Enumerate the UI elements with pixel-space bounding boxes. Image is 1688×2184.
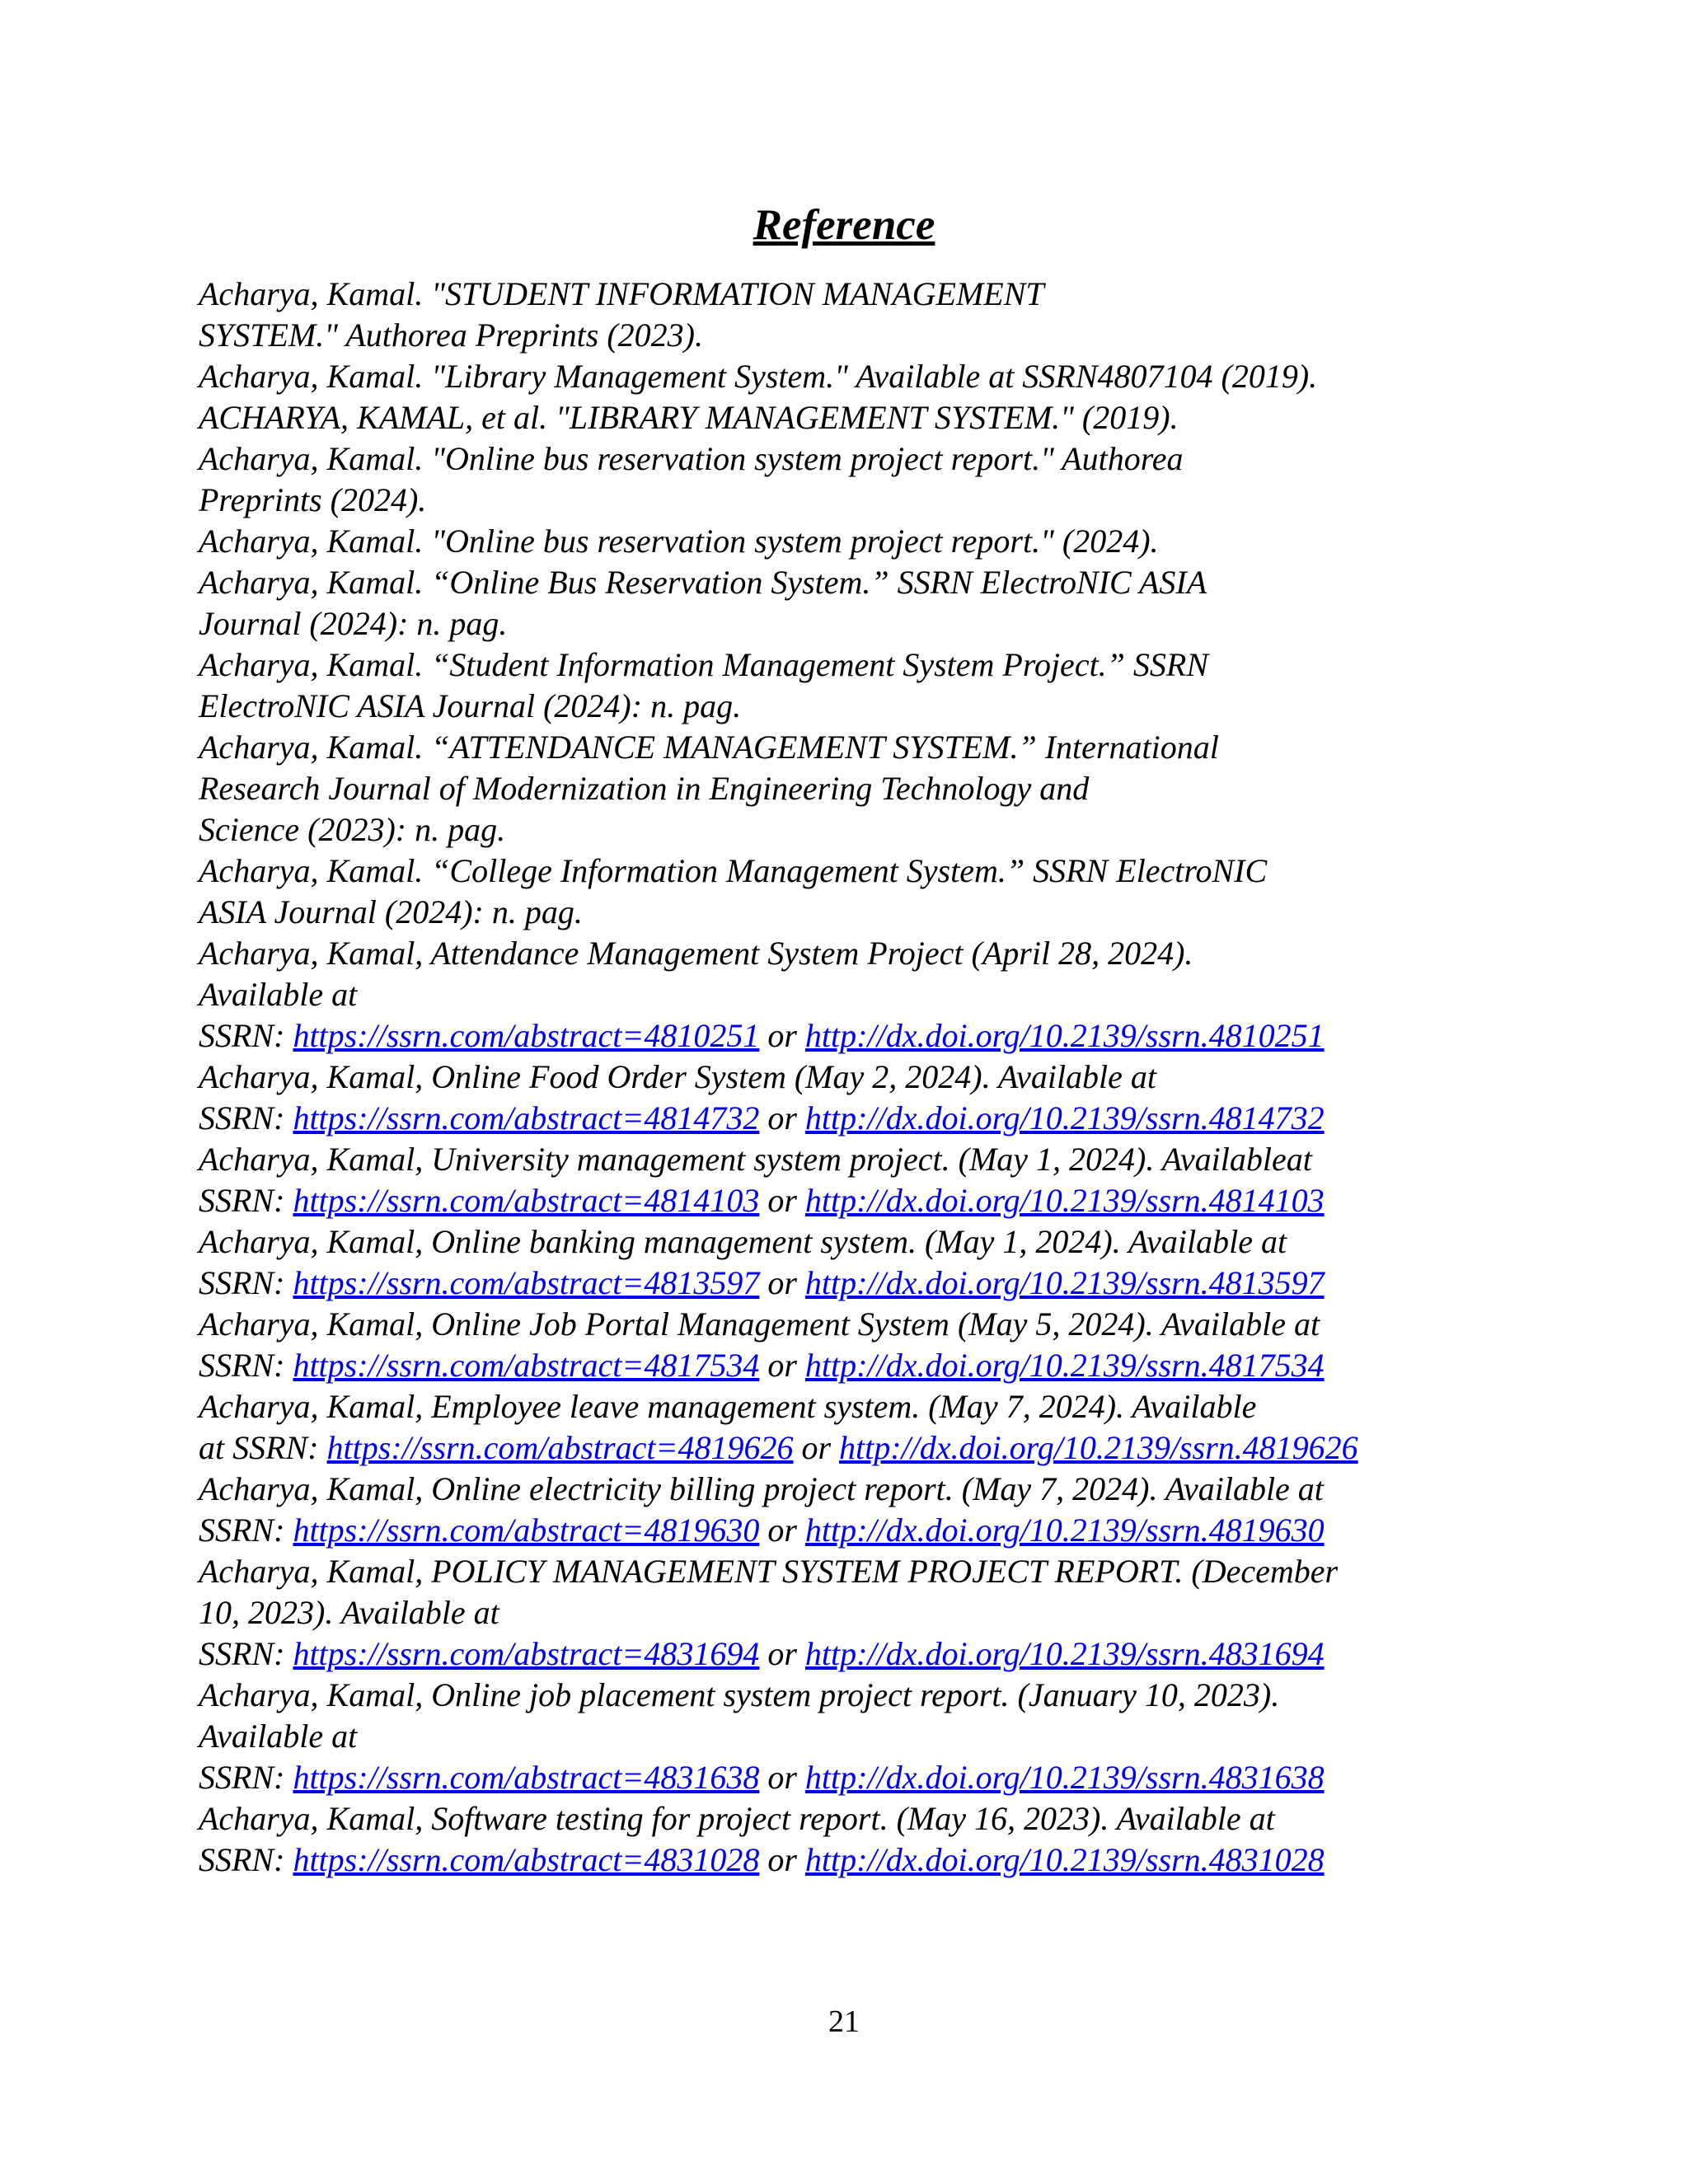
reference-line: 10, 2023). Available at — [199, 1594, 499, 1631]
reference-line: Acharya, Kamal, Online banking management system. (May 1, 2024). Available at — [199, 1223, 1287, 1260]
link-separator: or — [759, 1347, 805, 1384]
reference-line — [199, 1633, 1517, 1675]
reference-line — [199, 1345, 1517, 1386]
reference-line: Acharya, Kamal, POLICY MANAGEMENT SYSTEM PROJECT REPORT. (December — [199, 1553, 1339, 1590]
doi-link[interactable]: http://dx.doi.org/10.2139/ssrn.4831028 — [804, 1841, 1325, 1878]
reference-line — [199, 1180, 1517, 1221]
page-title: Reference — [753, 201, 935, 249]
reference-line: Acharya, Kamal, Employee leave management system. (May 7, 2024). Available — [199, 1388, 1257, 1425]
reference-line: SYSTEM." Authorea Preprints (2023). — [199, 316, 703, 354]
link-separator: or — [759, 1182, 805, 1219]
reference-line: Acharya, Kamal. "STUDENT INFORMATION MANAGEMENT — [199, 275, 1044, 312]
doi-link[interactable]: http://dx.doi.org/10.2139/ssrn.4831694 — [804, 1635, 1325, 1672]
reference-line: Acharya, Kamal, University management system project. (May 1, 2024). Availableat — [199, 1141, 1312, 1178]
reference-line: Available at — [199, 976, 358, 1013]
reference-line: Preprints (2024). — [199, 481, 427, 518]
reference-line: Journal (2024): n. pag. — [199, 605, 508, 642]
ssrn-prefix: SSRN: — [199, 1099, 293, 1137]
reference-list — [199, 274, 1517, 1881]
ssrn-prefix: SSRN: — [199, 1759, 293, 1796]
ssrn-abstract-link[interactable]: https://ssrn.com/abstract=4831028 — [293, 1841, 760, 1878]
reference-line: Acharya, Kamal. “College Information Management System.” SSRN ElectroNIC — [199, 852, 1268, 889]
reference-line: Acharya, Kamal, Software testing for project report. (May 16, 2023). Available at — [199, 1800, 1275, 1837]
reference-line — [199, 1098, 1517, 1139]
ssrn-prefix: SSRN: — [199, 1264, 293, 1301]
ssrn-abstract-link[interactable]: https://ssrn.com/abstract=4819630 — [293, 1511, 760, 1549]
reference-line: Acharya, Kamal. "Library Management System." Available at SSRN4807104 (2019). — [199, 358, 1318, 395]
reference-line — [199, 1757, 1517, 1798]
doi-link[interactable]: http://dx.doi.org/10.2139/ssrn.4814103 — [804, 1182, 1325, 1219]
doi-link[interactable]: http://dx.doi.org/10.2139/ssrn.4817534 — [804, 1347, 1325, 1384]
reference-line: Acharya, Kamal. “Online Bus Reservation System.” SSRN ElectroNIC ASIA — [199, 564, 1207, 601]
reference-line: Acharya, Kamal, Online job placement system project report. (January 10, 2023). — [199, 1676, 1280, 1713]
ssrn-prefix: SSRN: — [199, 1511, 293, 1549]
reference-line: Acharya, Kamal. “Student Information Management System Project.” SSRN — [199, 646, 1209, 683]
link-separator: or — [759, 1635, 805, 1672]
doi-link[interactable]: http://dx.doi.org/10.2139/ssrn.4814732 — [804, 1099, 1325, 1137]
ssrn-prefix: SSRN: — [199, 1347, 293, 1384]
ssrn-prefix: SSRN: — [199, 1017, 293, 1054]
ssrn-abstract-link[interactable]: https://ssrn.com/abstract=4813597 — [293, 1264, 760, 1301]
ssrn-prefix: at SSRN: — [199, 1429, 327, 1466]
link-separator: or — [759, 1511, 805, 1549]
ssrn-abstract-link[interactable]: https://ssrn.com/abstract=4819626 — [326, 1429, 794, 1466]
link-separator: or — [793, 1429, 840, 1466]
page-number: 21 — [828, 2004, 860, 2039]
reference-line: Acharya, Kamal. "Online bus reservation system project report." (2024). — [199, 523, 1159, 560]
doi-link[interactable]: http://dx.doi.org/10.2139/ssrn.4819630 — [804, 1511, 1325, 1549]
reference-line — [199, 1427, 1517, 1469]
reference-line — [199, 1263, 1517, 1304]
ssrn-abstract-link[interactable]: https://ssrn.com/abstract=4814732 — [293, 1099, 760, 1137]
reference-line: ElectroNIC ASIA Journal (2024): n. pag. — [199, 687, 742, 724]
reference-line: Acharya, Kamal, Online Food Order System (May 2, 2024). Available at — [199, 1058, 1157, 1095]
reference-line — [199, 1510, 1517, 1551]
reference-line — [199, 1015, 1517, 1057]
ssrn-abstract-link[interactable]: https://ssrn.com/abstract=4814103 — [293, 1182, 760, 1219]
link-separator: or — [759, 1017, 805, 1054]
link-separator: or — [759, 1264, 805, 1301]
ssrn-abstract-link[interactable]: https://ssrn.com/abstract=4831694 — [293, 1635, 760, 1672]
reference-line: Acharya, Kamal. "Online bus reservation system project report." Authorea — [199, 440, 1184, 477]
reference-line: Acharya, Kamal, Attendance Management System Project (April 28, 2024). — [199, 935, 1193, 972]
reference-line: ASIA Journal (2024): n. pag. — [199, 893, 583, 930]
reference-line: ACHARYA, KAMAL, et al. "LIBRARY MANAGEMENT SYSTEM." (2019). — [199, 399, 1179, 436]
reference-line: Research Journal of Modernization in Engineering Technology and — [199, 770, 1090, 807]
ssrn-abstract-link[interactable]: https://ssrn.com/abstract=4831638 — [293, 1759, 760, 1796]
ssrn-abstract-link[interactable]: https://ssrn.com/abstract=4810251 — [293, 1017, 760, 1054]
ssrn-prefix: SSRN: — [199, 1841, 293, 1878]
doi-link[interactable]: http://dx.doi.org/10.2139/ssrn.4810251 — [804, 1017, 1325, 1054]
link-separator: or — [759, 1099, 805, 1137]
ssrn-prefix: SSRN: — [199, 1635, 293, 1672]
ssrn-prefix: SSRN: — [199, 1182, 293, 1219]
doi-link[interactable]: http://dx.doi.org/10.2139/ssrn.4831638 — [804, 1759, 1325, 1796]
reference-line: Acharya, Kamal. “ATTENDANCE MANAGEMENT SYSTEM.” International — [199, 729, 1219, 766]
reference-line: Science (2023): n. pag. — [199, 811, 506, 848]
reference-line: Available at — [199, 1718, 358, 1755]
link-separator: or — [759, 1759, 805, 1796]
link-separator: or — [759, 1841, 805, 1878]
reference-line: Acharya, Kamal, Online electricity billing project report. (May 7, 2024). Available at — [199, 1470, 1324, 1507]
doi-link[interactable]: http://dx.doi.org/10.2139/ssrn.4813597 — [804, 1264, 1325, 1301]
ssrn-abstract-link[interactable]: https://ssrn.com/abstract=4817534 — [293, 1347, 760, 1384]
reference-line: Acharya, Kamal, Online Job Portal Management System (May 5, 2024). Available at — [199, 1305, 1320, 1343]
doi-link[interactable]: http://dx.doi.org/10.2139/ssrn.4819626 — [839, 1429, 1358, 1466]
reference-line — [199, 1840, 1517, 1881]
